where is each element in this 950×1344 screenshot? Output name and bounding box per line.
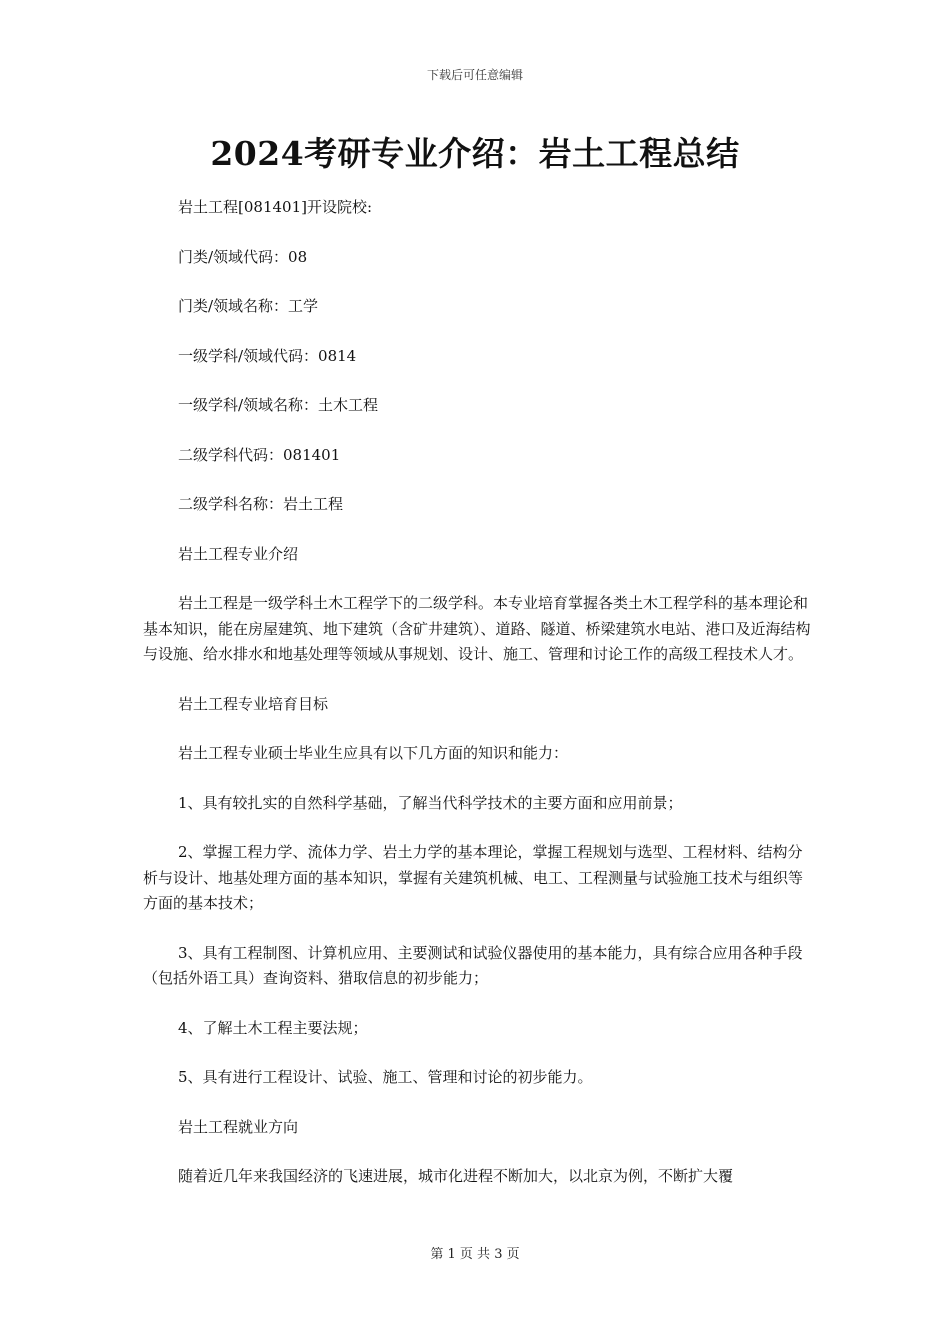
paragraph: 一级学科/领域代码：0814 [178, 346, 357, 365]
page-footer: 第 1 页 共 3 页 [430, 1247, 520, 1262]
list-item: 5、具有进行工程设计、试验、施工、管理和讨论的初步能力。 [178, 1068, 593, 1086]
paragraph: 岩土工程[081401]开设院校: [178, 198, 373, 216]
list-item: 4、了解土木工程主要法规； [178, 1018, 368, 1037]
paragraph: 门类/领域名称：工学 [178, 297, 319, 315]
paragraph: 二级学科名称：岩土工程 [178, 495, 344, 513]
section-heading: 岩土工程专业介绍 [178, 544, 299, 563]
paragraph: 岩土工程专业硕士毕业生应具有以下几方面的知识和能力： [178, 744, 569, 762]
paragraph: 二级学科代码：081401 [178, 445, 341, 464]
paragraph: 一级学科/领域名称：土木工程 [178, 396, 379, 414]
list-item: 1、具有较扎实的自然科学基础，了解当代科学技术的主要方面和应用前景； [178, 793, 683, 812]
section-heading: 岩土工程专业培育目标 [178, 694, 329, 713]
document-body [143, 195, 813, 1214]
section-heading: 岩土工程就业方向 [178, 1117, 299, 1136]
list-item: 3、具有工程制图、计算机应用、主要测试和试验仪器使用的基本能力，具有综合应用各种手段（包括外语工具）查询资料、猎取信息的初步能力； [143, 943, 803, 987]
list-item: 2、掌握工程力学、流体力学、岩土力学的基本理论，掌握工程规划与选型、工程材料、结构分析与设计、地基处理方面的基本知识，掌握有关建筑机械、电工、工程测量与试验施工技术与组织等方面的基本技术； [143, 843, 804, 912]
paragraph: 随着近几年来我国经济的飞速进展，城市化进程不断加大，以北京为例，不断扩大覆 [178, 1167, 734, 1185]
paragraph: 岩土工程是一级学科土木工程学下的二级学科。本专业培育掌握各类土木工程学科的基本理论和基本知识，能在房屋建筑、地下建筑（含矿井建筑）、道路、隧道、桥梁建筑水电站、港口及近海结构与设施、给水排水和地基处理等领域从事规划、设计、施工、管理和讨论工作的高级工程技术人才。 [143, 594, 811, 663]
page-header: 下载后可任意编辑 [426, 68, 523, 82]
document-title: 2024考研专业介绍：岩土工程总结 [210, 134, 740, 173]
paragraph: 门类/领域代码：08 [178, 247, 308, 266]
